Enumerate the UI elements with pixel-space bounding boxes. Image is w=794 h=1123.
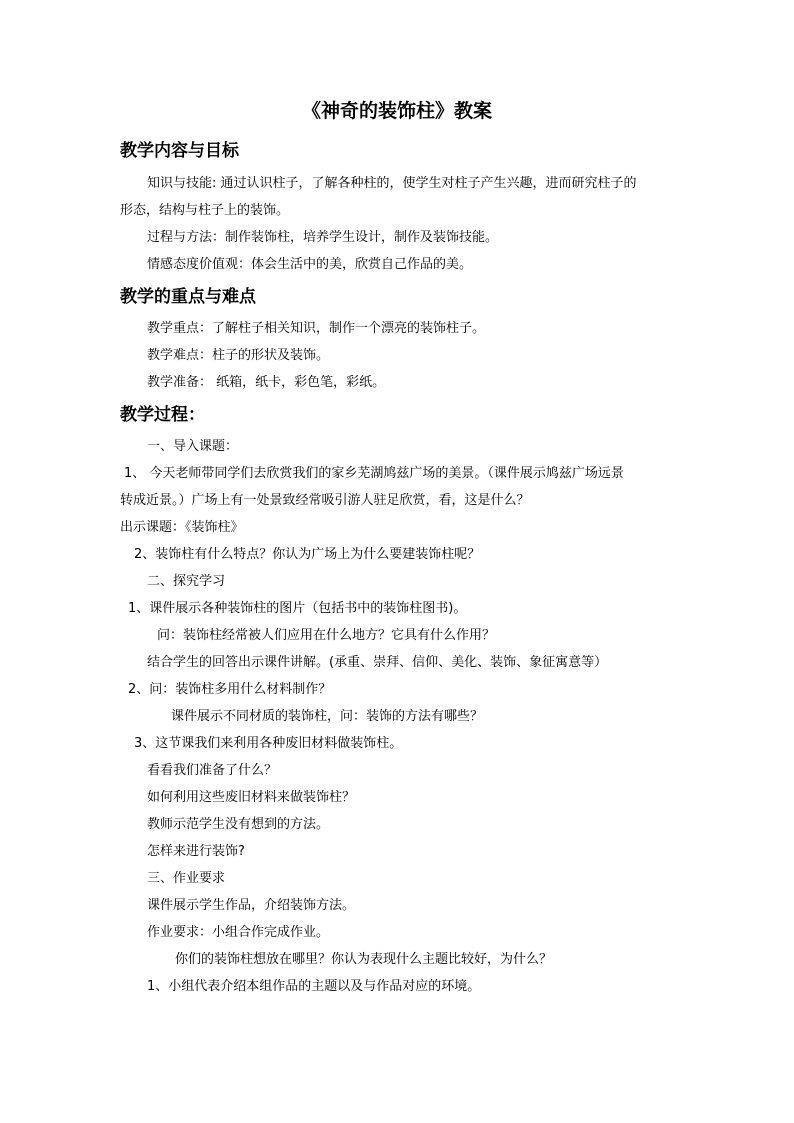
difficulty-line: 教学难点：柱子的形状及装饰。 xyxy=(147,348,330,363)
preparation-line: 教学准备： 纸箱，纸卡，彩色笔，彩纸。 xyxy=(147,375,386,390)
explore-item-1: 1、课件展示各种装饰柱的图片（包括书中的装饰柱图书)。 xyxy=(128,601,467,616)
intro-item-1-line-1: 1、 今天老师带同学们去欣赏我们的家乡芜湖鸠兹广场的美景。（课件展示鸠兹广场远景 xyxy=(124,466,624,481)
explore-item-3-question-4: 怎样来进行装饰? xyxy=(147,844,245,859)
intro-item-1-line-2: 转成近景。）广场上有一处景致经常吸引游人驻足欣赏，看，这是什么？ xyxy=(120,493,530,508)
explore-item-2-sub: 课件展示不同材质的装饰柱，问：装饰的方法有哪些？ xyxy=(171,709,484,724)
homework-line-2: 作业要求：小组合作完成作业。 xyxy=(147,925,330,940)
explore-item-3-question-1: 看看我们准备了什么？ xyxy=(147,763,278,778)
key-point-line: 教学重点：了解柱子相关知识，制作一个漂亮的装饰柱子。 xyxy=(147,321,486,336)
section-heading-objectives: 教学内容与目标 xyxy=(120,141,239,161)
show-topic-line: 出示课题：《装饰柱》 xyxy=(120,520,244,535)
explore-item-2: 2、问：装饰柱多用什么材料制作？ xyxy=(128,682,332,697)
explore-item-3-question-3: 教师示范学生没有想到的方法。 xyxy=(147,817,330,832)
part2-title: 二、探究学习 xyxy=(147,574,226,589)
part1-title: 一、导入课题： xyxy=(147,439,239,454)
homework-line-1: 课件展示学生作品，介绍装饰方法。 xyxy=(147,898,356,913)
knowledge-line-1: 知识与技能: 通过认识柱子，了解各种柱的，使学生对柱子产生兴趣，进而研究柱子的 xyxy=(147,176,637,191)
emotion-attitude-line: 情感态度价值观：体会生活中的美，欣赏自己作品的美。 xyxy=(147,257,473,272)
intro-item-2: 2、装饰柱有什么特点？你认为广场上为什么要建装饰柱呢？ xyxy=(134,547,481,562)
page-title: 《神奇的装饰柱》教案 xyxy=(301,100,492,122)
process-method-line: 过程与方法：制作装饰柱，培养学生设计，制作及装饰技能。 xyxy=(147,230,499,245)
explore-item-3: 3、这节课我们来利用各种废旧材料做装饰柱。 xyxy=(134,736,403,751)
section-heading-process: 教学过程： xyxy=(120,405,205,425)
explore-item-1-question: 问：装饰柱经常被人们应用在什么地方？它具有什么作用？ xyxy=(157,628,496,643)
section-heading-key-points: 教学的重点与难点 xyxy=(120,287,256,307)
explore-item-1-answer: 结合学生的回答出示课件讲解。(承重、崇拜、信仰、美化、装饰、象征寓意等） xyxy=(147,655,608,670)
knowledge-line-2: 形态，结构与柱子上的装饰。 xyxy=(120,203,290,218)
homework-line-3: 你们的装饰柱想放在哪里？你认为表现什么主题比较好，为什么？ xyxy=(175,952,553,967)
explore-item-3-question-2: 如何利用这些废旧材料来做装饰柱？ xyxy=(147,790,356,805)
part3-title: 三、作业要求 xyxy=(147,871,226,886)
homework-line-4: 1、小组代表介绍本组作品的主题以及与作品对应的环境。 xyxy=(147,979,481,994)
